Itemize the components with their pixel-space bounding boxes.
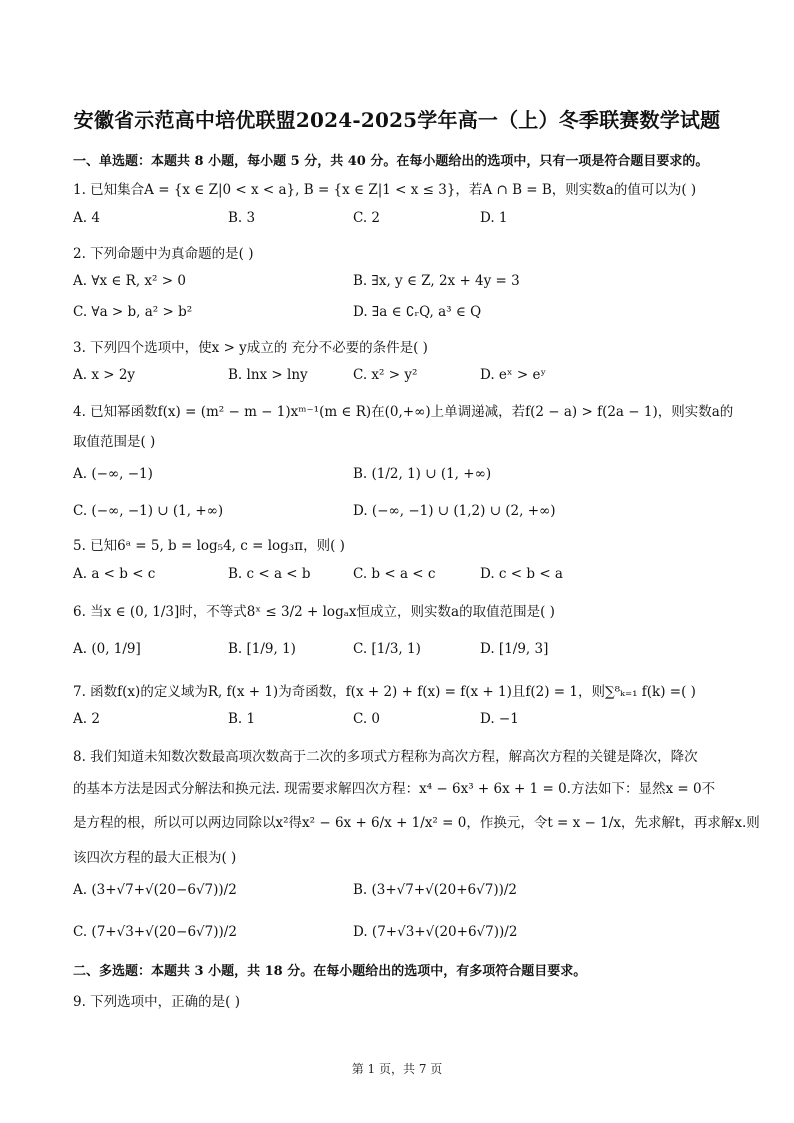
question-8-option-c: C. (7+√3+√(20−6√7))/2	[73, 924, 237, 940]
question-4-stem-line-2: 取值范围是( )	[73, 434, 156, 450]
page-footer: 第 1 页，共 7 页	[351, 1062, 443, 1076]
question-7-option-d: D. −1	[480, 711, 519, 727]
question-3-option-b: B. lnx > lny	[228, 367, 308, 383]
question-6-option-a: A. (0, 1/9]	[73, 641, 141, 657]
question-3-stem: 3. 下列四个选项中，使x > y成立的 充分不必要的条件是( )	[73, 340, 428, 356]
question-1-stem: 1. 已知集合A = {x ∈ Z|0 < x < a}, B = {x ∈ Z|1 < x ≤ 3}，若A ∩ B = B，则实数a的值可以为( )	[73, 182, 697, 198]
question-5-option-d: D. c < b < a	[480, 566, 563, 582]
question-9-stem: 9. 下列选项中，正确的是( )	[73, 994, 240, 1010]
question-3-option-d: D. eˣ > eʸ	[480, 367, 547, 383]
question-2-stem: 2. 下列命题中为真命题的是( )	[73, 246, 254, 262]
question-5-stem: 5. 已知6ᵃ = 5, b = log₅4, c = log₃π，则( )	[73, 538, 345, 554]
question-6-stem: 6. 当x ∈ (0, 1/3]时，不等式8ˣ ≤ 3/2 + logₐx恒成立，则实数a的取值范围是( )	[73, 604, 555, 620]
question-6-option-c: C. [1/3, 1)	[353, 641, 421, 657]
section-multiple-choice-heading: 二、多选题：本题共 3 小题，共 18 分。在每小题给出的选项中，有多项符合题目要求。	[73, 964, 587, 979]
question-5-option-a: A. a < b < c	[73, 566, 156, 582]
question-6-option-b: B. [1/9, 1)	[228, 641, 296, 657]
question-6-option-d: D. [1/9, 3]	[480, 641, 549, 657]
question-7-stem: 7. 函数f(x)的定义域为R, f(x + 1)为奇函数，f(x + 2) + f(x) = f(x + 1)且f(2) = 1，则∑⁸ₖ₌₁ f(k) =( )	[73, 684, 696, 700]
question-4-option-a: A. (−∞, −1)	[73, 466, 153, 482]
question-5-option-c: C. b < a < c	[353, 566, 436, 582]
question-7-option-a: A. 2	[73, 711, 100, 727]
question-8-line-2: 的基本方法是因式分解法和换元法. 现需要求解四次方程：x⁴ − 6x³ + 6x + 1 = 0.方法如下：显然x = 0不	[73, 781, 716, 797]
question-8-line-3: 是方程的根，所以可以两边同除以x²得x² − 6x + 6/x + 1/x² = 0，作换元，令t = x − 1/x，先求解t，再求解x.则	[73, 815, 760, 831]
question-1-option-a: A. 4	[73, 210, 100, 226]
page-title: 安徽省示范高中培优联盟2024-2025学年高一（上）冬季联赛数学试题	[73, 108, 721, 132]
question-1-option-d: D. 1	[480, 210, 508, 226]
question-8-option-b: B. (3+√7+√(20+6√7))/2	[353, 882, 517, 898]
question-2-option-c: C. ∀a > b, a² > b²	[73, 304, 193, 320]
question-4-option-b: B. (1/2, 1) ∪ (1, +∞)	[353, 466, 492, 482]
question-2-option-b: B. ∃x, y ∈ Z, 2x + 4y = 3	[353, 273, 520, 289]
question-3-option-c: C. x² > y²	[353, 367, 418, 383]
question-7-option-c: C. 0	[353, 711, 381, 727]
question-8-option-d: D. (7+√3+√(20+6√7))/2	[353, 924, 518, 940]
question-8-line-4: 该四次方程的最大正根为( )	[73, 850, 237, 866]
question-1-option-b: B. 3	[228, 210, 256, 226]
question-4-option-d: D. (−∞, −1) ∪ (1,2) ∪ (2, +∞)	[353, 503, 556, 519]
question-8-line-1: 8. 我们知道未知数次数最高项次数高于二次的多项式方程称为高次方程，解高次方程的关键是降次，降次	[73, 749, 698, 765]
question-3-option-a: A. x > 2y	[73, 367, 136, 383]
section-single-choice-heading: 一、单选题：本题共 8 小题，每小题 5 分，共 40 分。在每小题给出的选项中，只有一项是符合题目要求的。	[73, 154, 709, 169]
question-2-option-a: A. ∀x ∈ R, x² > 0	[73, 273, 186, 289]
question-5-option-b: B. c < a < b	[228, 566, 311, 582]
question-2-option-d: D. ∃a ∈ ∁ᵣQ, a³ ∈ Q	[353, 304, 482, 320]
question-4-option-c: C. (−∞, −1) ∪ (1, +∞)	[73, 503, 224, 519]
question-1-option-c: C. 2	[353, 210, 381, 226]
question-8-option-a: A. (3+√7+√(20−6√7))/2	[73, 882, 237, 898]
question-7-option-b: B. 1	[228, 711, 256, 727]
question-4-stem-line-1: 4. 已知幂函数f(x) = (m² − m − 1)xᵐ⁻¹(m ∈ R)在(0,+∞)上单调递减，若f(2 − a) > f(2a − 1)，则实数a的	[73, 404, 734, 420]
